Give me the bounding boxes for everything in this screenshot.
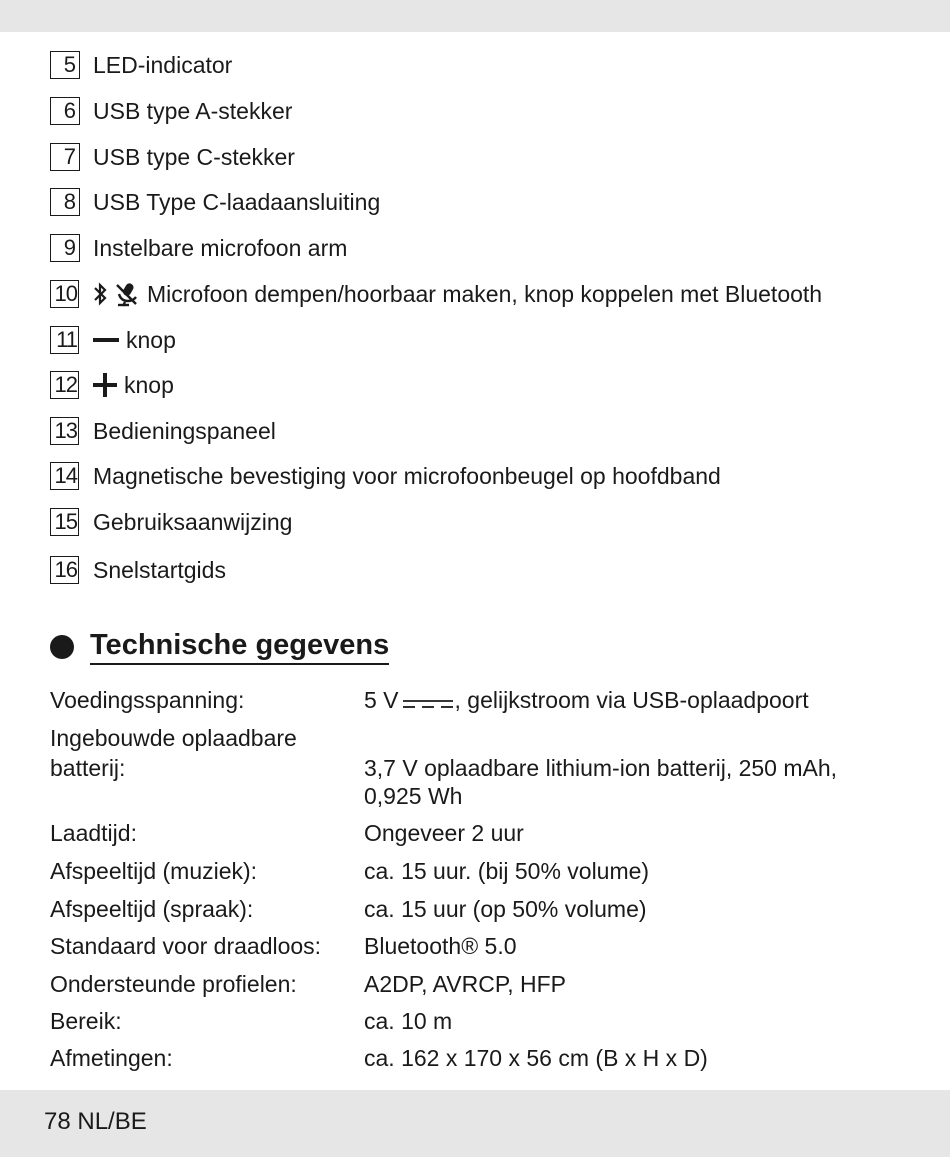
part-number-box: 8	[50, 188, 80, 216]
part-label: Bedieningspaneel	[93, 417, 276, 444]
spec-value: 3,7 V oplaadbare lithium-ion batterij, 250 mAh,	[364, 755, 838, 781]
part-number-box: 6	[50, 97, 80, 125]
part-number-box: 14	[50, 462, 79, 490]
spec-value-voltage: 5 V	[364, 687, 399, 713]
part-label: Gebruiksaanwijzing	[93, 508, 293, 535]
part-label: Magnetische bevestiging voor microfoonbeugel op hoofdband	[93, 462, 721, 489]
part-number-box: 10	[50, 280, 79, 308]
bluetooth-icon	[93, 282, 107, 306]
spec-label: Laadtijd:	[50, 820, 137, 846]
spec-value: Bluetooth® 5.0	[364, 933, 517, 959]
spec-value: ca. 162 x 170 x 56 cm (B x H x D)	[364, 1045, 708, 1071]
part-label: knop	[124, 371, 174, 398]
part-number-box: 9	[50, 234, 80, 262]
part-label: Instelbare microfoon arm	[93, 234, 348, 261]
parts-list-item	[50, 142, 295, 172]
microphone-mute-icon	[114, 281, 140, 307]
part-number-box: 12	[50, 371, 79, 399]
parts-list-item	[50, 187, 380, 217]
direct-current-icon	[403, 688, 453, 716]
plus-icon	[93, 373, 117, 397]
part-label: USB type C-stekker	[93, 143, 295, 170]
part-number-box: 15	[50, 508, 79, 536]
part-number-box: 5	[50, 51, 80, 79]
part-label: Snelstartgids	[93, 556, 226, 583]
spec-label: Bereik:	[50, 1008, 122, 1034]
parts-list-item	[50, 233, 347, 263]
bullet-dot-icon	[50, 635, 74, 659]
part-label: USB Type C-laadaansluiting	[93, 188, 381, 215]
spec-value-text: , gelijkstroom via USB-oplaadpoort	[454, 687, 809, 713]
spec-label: Ingebouwde oplaadbare	[50, 725, 297, 751]
parts-list-item	[50, 507, 292, 537]
spec-value: A2DP, AVRCP, HFP	[364, 971, 566, 997]
parts-list-item	[50, 50, 232, 80]
part-label: USB type A-stekker	[93, 97, 293, 124]
parts-list-item	[50, 370, 174, 400]
minus-icon	[93, 335, 119, 345]
part-number-box: 16	[50, 556, 79, 584]
spec-label: Voedingsspanning:	[50, 687, 245, 713]
spec-label: Afspeeltijd (spraak):	[50, 896, 254, 922]
spec-value: ca. 10 m	[364, 1008, 453, 1034]
parts-list-item	[50, 325, 176, 355]
spec-label: Afspeeltijd (muziek):	[50, 858, 258, 884]
part-label: LED-indicator	[93, 51, 233, 78]
page-header-band	[0, 0, 950, 32]
part-label: knop	[126, 326, 176, 353]
spec-label: Ondersteunde profielen:	[50, 971, 297, 997]
spec-value	[364, 686, 809, 716]
part-number-box: 13	[50, 417, 79, 445]
part-number-box: 11	[50, 326, 79, 354]
section-heading	[50, 628, 389, 665]
part-label: Microfoon dempen/hoorbaar maken, knop koppelen met Bluetooth	[147, 280, 823, 307]
spec-value: ca. 15 uur. (bij 50% volume)	[364, 858, 650, 884]
spec-value-cont: 0,925 Wh	[364, 783, 463, 809]
spec-value: Ongeveer 2 uur	[364, 820, 524, 846]
part-number-box: 7	[50, 143, 80, 171]
spec-value: ca. 15 uur (op 50% volume)	[364, 896, 647, 922]
parts-list-item	[50, 461, 721, 491]
section-title: Technische gegevens	[90, 628, 389, 665]
parts-list-item	[50, 96, 292, 126]
page-number: 78 NL/BE	[44, 1108, 147, 1135]
parts-list-item	[50, 555, 226, 585]
parts-list-item	[50, 279, 822, 309]
spec-label: Afmetingen:	[50, 1045, 173, 1071]
spec-label: Standaard voor draadloos:	[50, 933, 322, 959]
spec-label-cont: batterij:	[50, 755, 126, 781]
parts-list-item	[50, 416, 276, 446]
